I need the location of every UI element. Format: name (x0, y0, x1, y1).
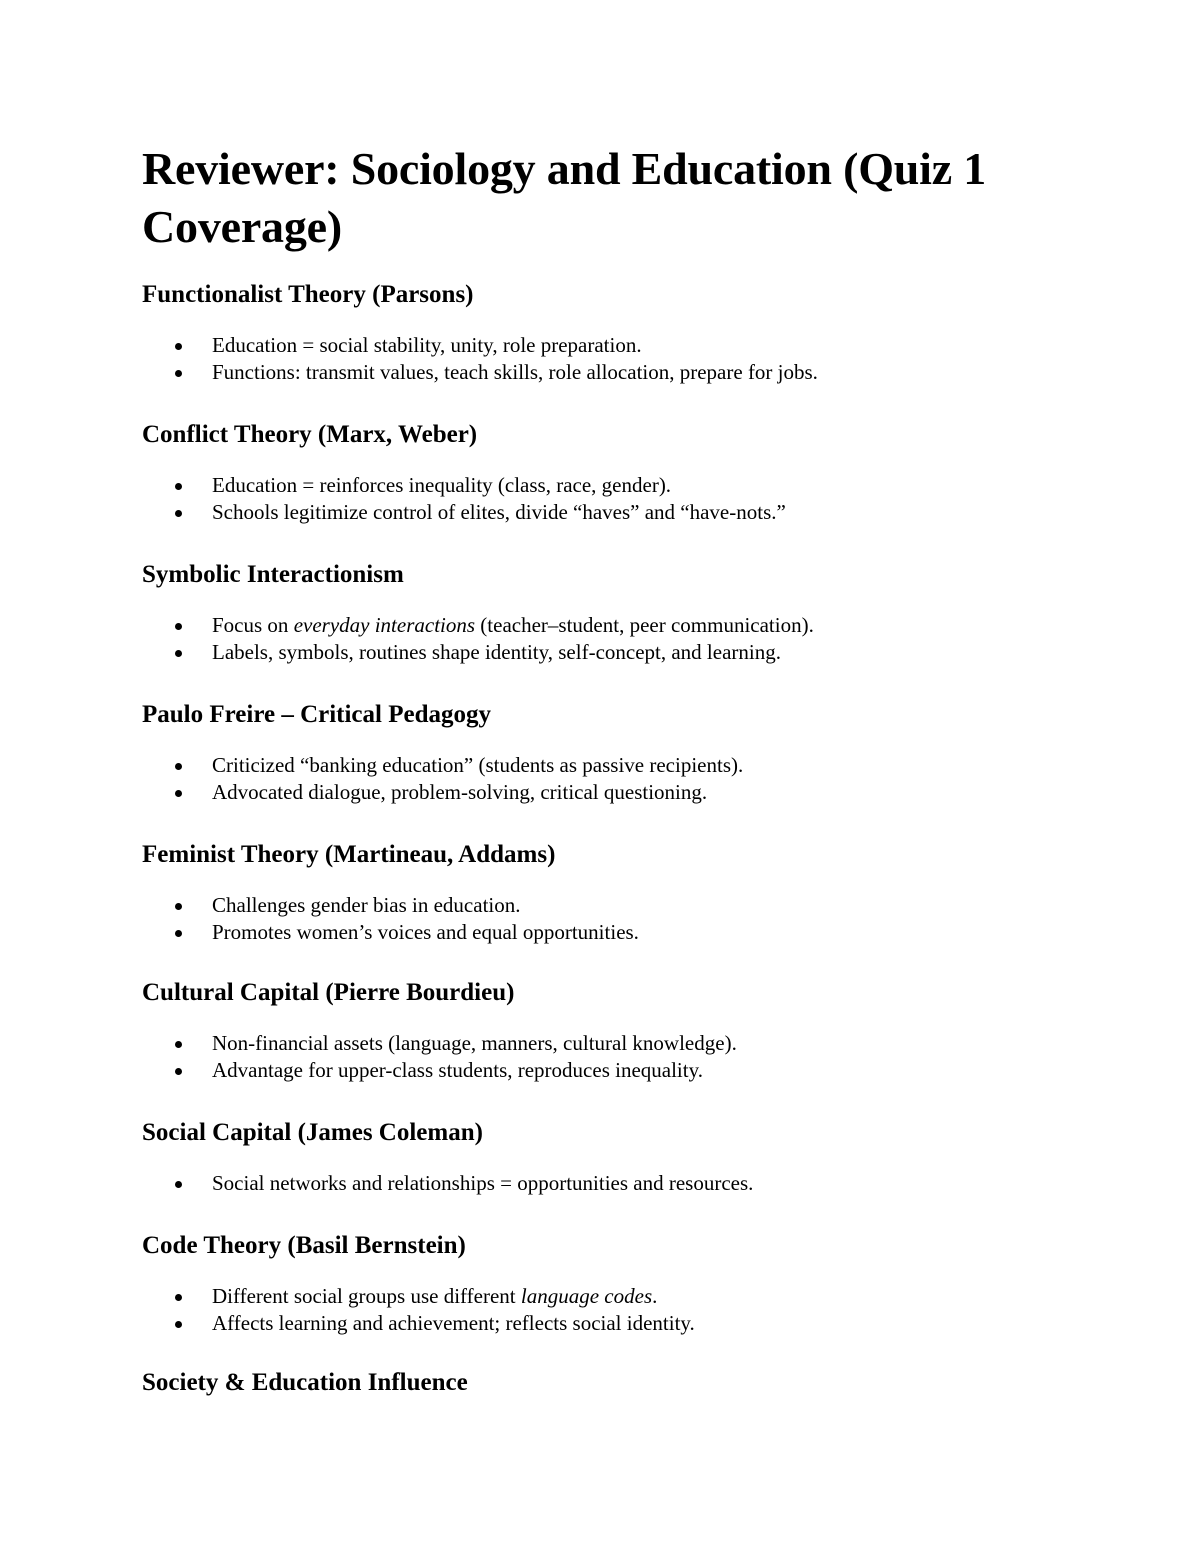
bullet-item: Education = social stability, unity, role preparation. (142, 332, 1042, 359)
section-society-education-influence (142, 1368, 1042, 1398)
section-heading: Code Theory (Basil Bernstein) (142, 1232, 466, 1259)
section-functionalist-theory (142, 280, 1042, 386)
bullet-item: Advantage for upper-class students, reproduces inequality. (142, 1057, 1042, 1084)
section-social-capital (142, 1118, 1042, 1197)
bullet-list (142, 752, 1042, 806)
bullet-list (142, 1283, 1042, 1337)
bullet-item: Promotes women’s voices and equal opportunities. (142, 919, 1042, 946)
bullet-item: Focus on everyday interactions (teacher–student, peer communication). (142, 612, 1042, 639)
bullet-item: Challenges gender bias in education. (142, 892, 1042, 919)
bullet-item: Non-financial assets (language, manners, cultural knowledge). (142, 1030, 1042, 1057)
bullet-list (142, 892, 1042, 946)
section-heading: Society & Education Influence (142, 1369, 468, 1396)
bullet-list (142, 1030, 1042, 1084)
bullet-item: Different social groups use different language codes. (142, 1283, 1042, 1310)
section-heading: Paulo Freire – Critical Pedagogy (142, 701, 491, 728)
section-conflict-theory (142, 420, 1042, 526)
emphasis-text: language codes (520, 1284, 653, 1308)
bullet-item: Schools legitimize control of elites, divide “haves” and “have-nots.” (142, 499, 1042, 526)
section-code-theory (142, 1231, 1042, 1337)
document-title: Reviewer: Sociology and Education (Quiz 1 Coverage) (142, 143, 987, 252)
bullet-item: Education = reinforces inequality (class, race, gender). (142, 472, 1042, 499)
emphasis-text: everyday interactions (293, 613, 476, 637)
section-symbolic-interactionism (142, 560, 1042, 666)
bullet-list (142, 472, 1042, 526)
section-feminist-theory (142, 840, 1042, 946)
section-heading: Cultural Capital (Pierre Bourdieu) (142, 979, 515, 1006)
bullet-item: Functions: transmit values, teach skills, role allocation, prepare for jobs. (142, 359, 1042, 386)
section-paulo-freire (142, 700, 1042, 806)
bullet-item: Criticized “banking education” (students as passive recipients). (142, 752, 1042, 779)
section-heading: Functionalist Theory (Parsons) (142, 281, 474, 308)
section-heading: Social Capital (James Coleman) (142, 1119, 483, 1146)
bullet-list (142, 332, 1042, 386)
bullet-item: Affects learning and achievement; reflects social identity. (142, 1310, 1042, 1337)
bullet-list (142, 612, 1042, 666)
section-cultural-capital (142, 978, 1042, 1084)
section-heading: Conflict Theory (Marx, Weber) (142, 421, 478, 448)
bullet-list (142, 1170, 1042, 1197)
bullet-item: Advocated dialogue, problem-solving, critical questioning. (142, 779, 1042, 806)
section-heading: Symbolic Interactionism (142, 561, 404, 588)
section-heading: Feminist Theory (Martineau, Addams) (142, 841, 556, 868)
bullet-item: Social networks and relationships = opportunities and resources. (142, 1170, 1042, 1197)
bullet-item: Labels, symbols, routines shape identity, self-concept, and learning. (142, 639, 1042, 666)
